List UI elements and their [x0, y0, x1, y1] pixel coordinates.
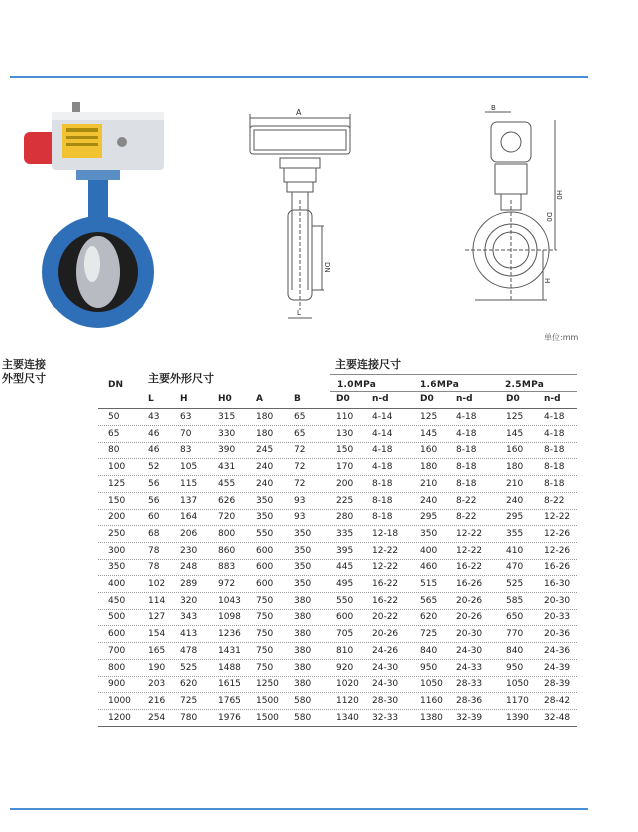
- table-row: [98, 543, 577, 560]
- table-cell: 164: [180, 512, 198, 523]
- table-cell: 920: [336, 662, 354, 673]
- table-cell: 380: [294, 679, 312, 690]
- table-top-rule: [330, 374, 577, 375]
- table-cell: 1340: [336, 712, 359, 723]
- table-cell: 1120: [336, 695, 359, 706]
- table-cell: 620: [420, 612, 438, 623]
- table-cell: 93: [294, 495, 306, 506]
- table-row: [98, 476, 577, 493]
- table-cell: 24-30: [372, 679, 399, 690]
- table-cell: 180: [420, 462, 438, 473]
- table-cell: 1098: [218, 612, 241, 623]
- table-cell: 203: [148, 679, 166, 690]
- table-cell: 750: [256, 595, 274, 606]
- table-cell: 1615: [218, 679, 241, 690]
- conn-title: 主要连接尺寸: [335, 358, 401, 371]
- table-row: [98, 576, 577, 593]
- table-cell: 1020: [336, 679, 359, 690]
- table-cell: 20-26: [456, 595, 483, 606]
- table-cell: 240: [256, 478, 274, 489]
- table-cell: 78: [148, 545, 160, 556]
- section-title-line-2: 外型尺寸: [2, 372, 46, 385]
- table-cell: 4-14: [372, 428, 393, 439]
- table-cell: 16-26: [544, 562, 571, 573]
- table-cell: 8-18: [456, 445, 477, 456]
- table-cell: 600: [256, 579, 274, 589]
- table-cell: 380: [294, 629, 312, 640]
- table-cell: 343: [180, 612, 198, 623]
- table-cell: 248: [180, 562, 198, 573]
- dn-header: DN: [108, 380, 124, 390]
- table-cell: 28-39: [544, 679, 571, 690]
- table-cell: 8-18: [372, 512, 393, 523]
- table-cell: 65: [294, 412, 306, 422]
- table-cell: 750: [256, 629, 274, 640]
- table-cell: 28-30: [372, 695, 399, 706]
- table-cell: 150: [336, 445, 354, 456]
- table-cell: 350: [294, 528, 312, 539]
- dim-label-l: L: [297, 309, 301, 317]
- dims-title: 主要外形尺寸: [148, 372, 214, 385]
- table-cell: 280: [336, 512, 354, 523]
- table-cell: 137: [180, 495, 198, 506]
- top-rule: [10, 76, 588, 78]
- table-cell: 115: [180, 478, 198, 489]
- table-cell: 32-33: [372, 712, 399, 723]
- table-cell: 725: [420, 629, 438, 640]
- table-cell: 750: [256, 662, 274, 673]
- table-cell: 8-18: [372, 495, 393, 506]
- valve-photo: [22, 102, 172, 332]
- table-cell: 350: [256, 512, 274, 523]
- table-cell: 8-22: [456, 512, 477, 523]
- table-cell: 350: [294, 579, 312, 589]
- table-cell: 20-30: [456, 629, 483, 640]
- table-cell: 550: [256, 528, 274, 539]
- table-cell: 4-18: [544, 428, 565, 439]
- table-cell: 600: [108, 629, 126, 640]
- table-cell: 70: [180, 428, 192, 439]
- table-cell: 390: [218, 445, 236, 456]
- table-cell: 1200: [108, 712, 131, 723]
- table-cell: 8-22: [456, 495, 477, 506]
- table-cell: 206: [180, 528, 198, 539]
- table-cell: 4-14: [372, 412, 393, 422]
- table-cell: 585: [506, 595, 524, 606]
- table-cell: 400: [420, 545, 438, 556]
- table-cell: 515: [420, 579, 438, 589]
- table-cell: 16-22: [372, 579, 399, 589]
- table-cell: 165: [148, 645, 166, 656]
- table-cell: 65: [108, 428, 120, 439]
- table-cell: 24-26: [372, 645, 399, 656]
- table-cell: 350: [108, 562, 126, 573]
- table-cell: 93: [294, 512, 306, 523]
- table-cell: 1488: [218, 662, 241, 673]
- table-cell: 8-18: [544, 478, 565, 489]
- table-bottom-rule: [98, 726, 577, 727]
- column-header: n-d: [544, 394, 561, 404]
- table-cell: 450: [108, 595, 126, 606]
- table-cell: 56: [148, 478, 160, 489]
- table-cell: 154: [148, 629, 166, 640]
- table-cell: 725: [180, 695, 198, 706]
- table-cell: 20-26: [372, 629, 399, 640]
- table-cell: 626: [218, 495, 236, 506]
- table-cell: 12-26: [544, 528, 571, 539]
- table-cell: 320: [180, 595, 198, 606]
- table-cell: 380: [294, 662, 312, 673]
- table-cell: 380: [294, 612, 312, 623]
- table-cell: 1500: [256, 695, 279, 706]
- table-cell: 335: [336, 528, 354, 539]
- table-cell: 460: [420, 562, 438, 573]
- table-cell: 245: [256, 445, 274, 456]
- table-cell: 230: [180, 545, 198, 556]
- table-cell: 972: [218, 579, 236, 589]
- table-cell: 705: [336, 629, 354, 640]
- table-cell: 315: [218, 412, 236, 422]
- table-cell: 4-18: [456, 412, 477, 422]
- table-row: [98, 660, 577, 677]
- table-cell: 580: [294, 712, 312, 723]
- table-row: [98, 593, 577, 610]
- dim-label-dn: DN: [323, 262, 331, 273]
- table-cell: 16-30: [544, 579, 571, 589]
- table-cell: 225: [336, 495, 354, 506]
- table-cell: 125: [420, 412, 438, 422]
- table-cell: 600: [256, 562, 274, 573]
- table-cell: 16-22: [456, 562, 483, 573]
- table-cell: 478: [180, 645, 198, 656]
- table-cell: 145: [506, 428, 524, 439]
- table-cell: 46: [148, 445, 160, 456]
- table-cell: 16-26: [456, 579, 483, 589]
- column-header: B: [294, 394, 301, 404]
- dim-label-b: B: [491, 104, 496, 112]
- table-cell: 12-22: [372, 545, 399, 556]
- column-header: n-d: [456, 394, 473, 404]
- table-cell: 1380: [420, 712, 443, 723]
- table-cell: 80: [108, 445, 120, 456]
- column-header: D0: [336, 394, 350, 404]
- table-cell: 216: [148, 695, 166, 706]
- table-cell: 127: [148, 612, 166, 623]
- table-cell: 24-39: [544, 662, 571, 673]
- table-row: [98, 626, 577, 643]
- table-cell: 170: [336, 462, 354, 473]
- front-view-drawing: [455, 100, 575, 330]
- table-cell: 78: [148, 562, 160, 573]
- table-cell: 1170: [506, 695, 529, 706]
- table-cell: 145: [420, 428, 438, 439]
- column-header: H: [180, 394, 188, 404]
- table-cell: 210: [420, 478, 438, 489]
- table-cell: 1976: [218, 712, 241, 723]
- table-cell: 295: [506, 512, 524, 523]
- table-cell: 56: [148, 495, 160, 506]
- table-cell: 83: [180, 445, 192, 456]
- table-cell: 550: [336, 595, 354, 606]
- table-cell: 16-22: [372, 595, 399, 606]
- table-cell: 1765: [218, 695, 241, 706]
- table-cell: 525: [180, 662, 198, 673]
- table-cell: 720: [218, 512, 236, 523]
- table-cell: 4-18: [544, 412, 565, 422]
- table-cell: 395: [336, 545, 354, 556]
- table-cell: 620: [180, 679, 198, 690]
- table-cell: 413: [180, 629, 198, 640]
- table-row: [98, 609, 577, 626]
- table-cell: 114: [148, 595, 166, 606]
- table-cell: 180: [256, 428, 274, 439]
- table-cell: 8-18: [544, 445, 565, 456]
- table-cell: 600: [336, 612, 354, 623]
- table-cell: 100: [108, 462, 126, 473]
- table-cell: 500: [108, 612, 126, 623]
- table-row: [98, 643, 577, 660]
- table-cell: 160: [420, 445, 438, 456]
- table-cell: 46: [148, 428, 160, 439]
- table-cell: 300: [108, 545, 126, 556]
- table-cell: 105: [180, 462, 198, 473]
- dim-label-a: A: [296, 108, 302, 117]
- column-header: D0: [420, 394, 434, 404]
- table-cell: 28-36: [456, 695, 483, 706]
- table-cell: 180: [256, 412, 274, 422]
- table-cell: 770: [506, 629, 524, 640]
- table-cell: 63: [180, 412, 192, 422]
- table-cell: 8-18: [456, 462, 477, 473]
- table-cell: 125: [506, 412, 524, 422]
- table-cell: 110: [336, 412, 354, 422]
- table-cell: 495: [336, 579, 354, 589]
- table-cell: 580: [294, 695, 312, 706]
- table-cell: 455: [218, 478, 236, 489]
- table-cell: 810: [336, 645, 354, 656]
- table-cell: 431: [218, 462, 236, 473]
- table-cell: 28-42: [544, 695, 571, 706]
- table-cell: 289: [180, 579, 198, 589]
- table-cell: 1236: [218, 629, 241, 640]
- table-row: [98, 493, 577, 510]
- bottom-rule: [10, 808, 588, 810]
- table-cell: 750: [256, 645, 274, 656]
- table-cell: 840: [506, 645, 524, 656]
- pressure-1: 1.0MPa: [337, 380, 377, 390]
- table-cell: 470: [506, 562, 524, 573]
- table-cell: 1160: [420, 695, 443, 706]
- table-cell: 20-26: [456, 612, 483, 623]
- table-cell: 1250: [256, 679, 279, 690]
- table-cell: 4-18: [456, 428, 477, 439]
- table-cell: 12-18: [372, 528, 399, 539]
- table-row: [98, 509, 577, 526]
- table-cell: 20-22: [372, 612, 399, 623]
- table-cell: 20-30: [544, 595, 571, 606]
- table-row: [98, 409, 577, 426]
- column-header: A: [256, 394, 263, 404]
- table-cell: 240: [420, 495, 438, 506]
- table-cell: 600: [256, 545, 274, 556]
- table-cell: 65: [294, 428, 306, 439]
- table-cell: 800: [108, 662, 126, 673]
- table-cell: 4-18: [372, 462, 393, 473]
- table-cell: 350: [294, 562, 312, 573]
- table-cell: 1050: [506, 679, 529, 690]
- table-cell: 240: [506, 495, 524, 506]
- table-cell: 250: [108, 528, 126, 539]
- table-cell: 24-30: [456, 645, 483, 656]
- table-cell: 950: [506, 662, 524, 673]
- pressure-2: 1.6MPa: [420, 380, 460, 390]
- table-cell: 950: [420, 662, 438, 673]
- table-cell: 12-22: [372, 562, 399, 573]
- table-cell: 12-22: [456, 528, 483, 539]
- table-cell: 190: [148, 662, 166, 673]
- table-cell: 24-36: [544, 645, 571, 656]
- table-cell: 860: [218, 545, 236, 556]
- table-cell: 330: [218, 428, 236, 439]
- table-cell: 8-18: [544, 462, 565, 473]
- table-cell: 28-33: [456, 679, 483, 690]
- table-cell: 160: [506, 445, 524, 456]
- table-cell: 1500: [256, 712, 279, 723]
- table-row: [98, 676, 577, 693]
- table-cell: 32-39: [456, 712, 483, 723]
- table-cell: 1050: [420, 679, 443, 690]
- column-header: n-d: [372, 394, 389, 404]
- section-title: [2, 358, 46, 386]
- table-cell: 254: [148, 712, 166, 723]
- table-cell: 445: [336, 562, 354, 573]
- table-cell: 350: [294, 545, 312, 556]
- table-cell: 24-33: [456, 662, 483, 673]
- table-cell: 43: [148, 412, 160, 422]
- table-cell: 900: [108, 679, 126, 690]
- table-cell: 4-18: [372, 445, 393, 456]
- unit-label: 单位:mm: [544, 333, 579, 342]
- table-cell: 8-18: [456, 478, 477, 489]
- table-row: [98, 559, 577, 576]
- pressure-rule: [330, 391, 577, 392]
- dim-label-h: H: [543, 278, 551, 284]
- table-cell: 780: [180, 712, 198, 723]
- table-cell: 52: [148, 462, 160, 473]
- table-cell: 200: [336, 478, 354, 489]
- table-cell: 125: [108, 478, 126, 489]
- dim-label-h0: H0: [555, 190, 563, 200]
- table-cell: 12-22: [544, 512, 571, 523]
- table-cell: 380: [294, 595, 312, 606]
- section-title-line-1: 主要连接: [2, 358, 46, 371]
- pressure-3: 2.5MPa: [505, 380, 545, 390]
- table-row: [98, 426, 577, 443]
- table-cell: 60: [148, 512, 160, 523]
- table-cell: 350: [420, 528, 438, 539]
- table-cell: 525: [506, 579, 524, 589]
- table-cell: 295: [420, 512, 438, 523]
- table-row: [98, 710, 577, 727]
- table-cell: 1390: [506, 712, 529, 723]
- table-cell: 700: [108, 645, 126, 656]
- column-header: D0: [506, 394, 520, 404]
- table-cell: 750: [256, 612, 274, 623]
- table-cell: 8-18: [372, 478, 393, 489]
- table-cell: 20-36: [544, 629, 571, 640]
- table-cell: 12-22: [456, 545, 483, 556]
- table-row: [98, 693, 577, 710]
- table-cell: 883: [218, 562, 236, 573]
- table-cell: 8-22: [544, 495, 565, 506]
- table-cell: 24-30: [372, 662, 399, 673]
- table-cell: 400: [108, 579, 126, 589]
- table-cell: 410: [506, 545, 524, 556]
- table-cell: 50: [108, 412, 120, 422]
- table-cell: 800: [218, 528, 236, 539]
- table-cell: 130: [336, 428, 354, 439]
- table-cell: 72: [294, 478, 306, 489]
- table-cell: 72: [294, 445, 306, 456]
- table-cell: 32-48: [544, 712, 571, 723]
- table-cell: 72: [294, 462, 306, 473]
- table-cell: 350: [256, 495, 274, 506]
- table-row: [98, 442, 577, 459]
- table-row: [98, 526, 577, 543]
- table-cell: 200: [108, 512, 126, 523]
- table-cell: 20-33: [544, 612, 571, 623]
- table-cell: 102: [148, 579, 166, 589]
- side-view-drawing: [240, 100, 360, 330]
- table-cell: 210: [506, 478, 524, 489]
- table-cell: 840: [420, 645, 438, 656]
- column-header: H0: [218, 394, 232, 404]
- table-cell: 150: [108, 495, 126, 506]
- table-cell: 650: [506, 612, 524, 623]
- table-cell: 355: [506, 528, 524, 539]
- table-cell: 565: [420, 595, 438, 606]
- table-cell: 68: [148, 528, 160, 539]
- table-cell: 12-26: [544, 545, 571, 556]
- table-cell: 1000: [108, 695, 131, 706]
- table-cell: 1431: [218, 645, 241, 656]
- column-header: L: [148, 394, 154, 404]
- table-cell: 240: [256, 462, 274, 473]
- table-cell: 1043: [218, 595, 241, 606]
- table-row: [98, 459, 577, 476]
- table-cell: 380: [294, 645, 312, 656]
- table-cell: 180: [506, 462, 524, 473]
- dim-label-d0: D0: [545, 212, 553, 222]
